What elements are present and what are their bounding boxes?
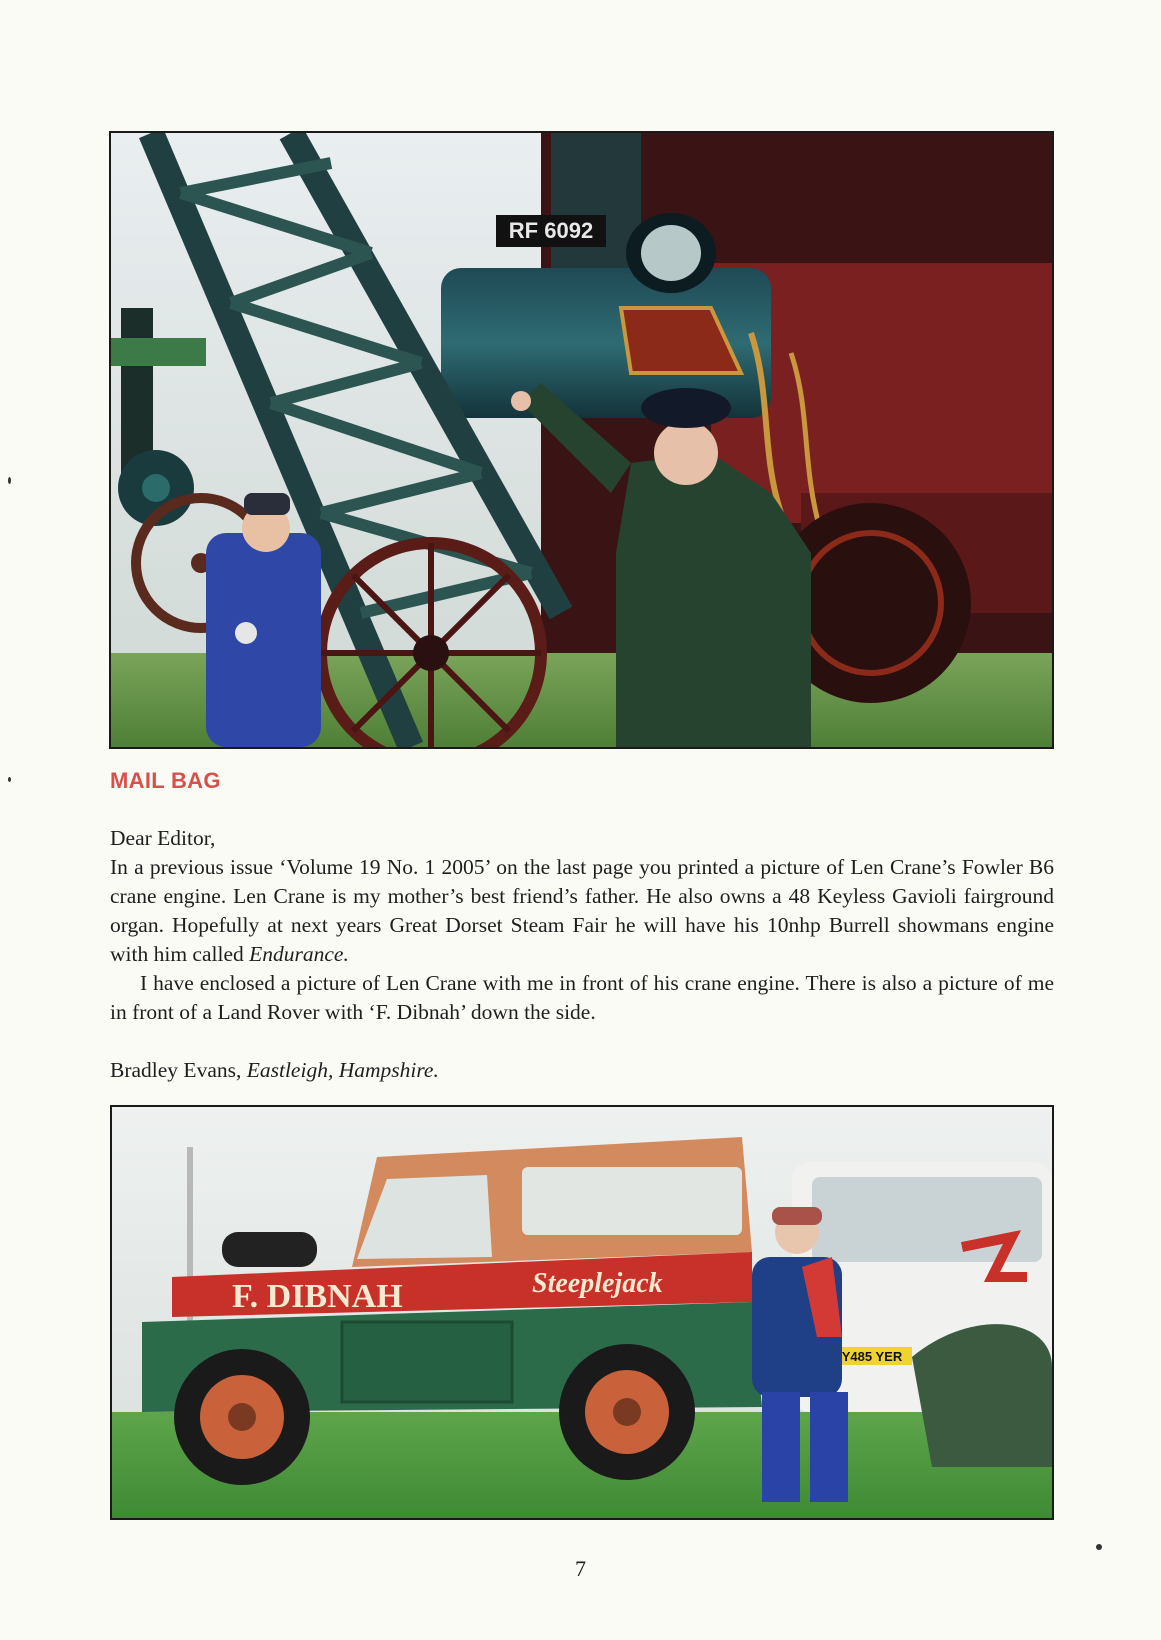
scan-speck: [1096, 1544, 1102, 1550]
letter-paragraph-2: I have enclosed a picture of Len Crane with me in front of his crane engine. There is also a picture of me in front of a Land Rover with ‘F. Dibnah’ down the side.: [110, 971, 1054, 1024]
scan-speck: [8, 777, 11, 782]
vehicle-sign-right: Steeplejack: [532, 1268, 663, 1299]
crane-engine-photo: [109, 131, 1054, 749]
scan-speck: [8, 477, 11, 484]
land-rover-illustration: [112, 1107, 1052, 1518]
signature-place: Eastleigh, Hampshire.: [246, 1058, 439, 1082]
letter-signature: [110, 1056, 1054, 1085]
engine-name: Endurance.: [249, 942, 349, 966]
van-number-plate: Y485 YER: [841, 1349, 903, 1364]
engine-number-plate: RF 6092: [508, 218, 594, 243]
land-rover-photo: [110, 1105, 1054, 1520]
letter-salutation: Dear Editor,: [110, 826, 216, 850]
page-number: 7: [575, 1556, 586, 1581]
crane-engine-illustration: [111, 133, 1052, 747]
section-heading: MAIL BAG: [110, 768, 221, 793]
letter-paragraph-1-text: In a previous issue ‘Volume 19 No. 1 2005’ on the last page you printed a picture of Len Crane’s Fowler B6 crane engine. Len Crane is my mother’s best friend’s father. He also owns a 48 Keyless Gavioli fairground organ. Hopefully at next years Great Dorset Steam Fair he will have his 10nhp Burrell showmans engine with him called: [110, 855, 1054, 966]
letter-paragraph-1: [110, 853, 1054, 969]
letter-body: [110, 824, 1054, 1085]
signature-name: Bradley Evans,: [110, 1058, 247, 1082]
vehicle-sign-left: F. DIBNAH: [232, 1278, 403, 1315]
